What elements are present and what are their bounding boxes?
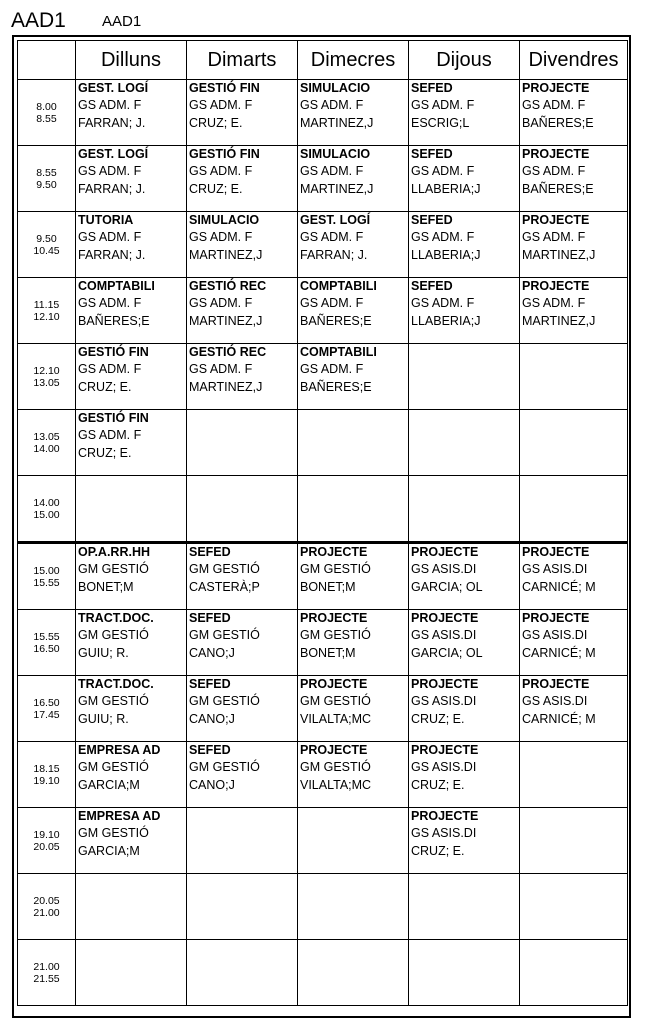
class-subject: OP.A.RR.HH [78, 545, 151, 559]
class-group: GM GESTIÓ [78, 826, 149, 840]
time-slot-row [18, 610, 628, 676]
slot-start-time: 12.10 [33, 364, 60, 377]
class-cell [520, 940, 628, 1006]
class-subject: PROJECTE [300, 545, 368, 559]
class-subject: PROJECTE [411, 611, 479, 625]
class-cell [409, 676, 520, 742]
class-cell [76, 874, 187, 940]
time-cell [18, 610, 76, 676]
class-teacher: CASTERÀ;P [189, 580, 260, 594]
class-cell [298, 874, 409, 940]
time-slot-row [18, 543, 628, 610]
class-teacher: GUIU; R. [78, 646, 129, 660]
class-group: GS ADM. F [189, 362, 253, 376]
class-cell [520, 344, 628, 410]
class-cell [187, 940, 298, 1006]
class-cell [298, 146, 409, 212]
class-cell [298, 80, 409, 146]
slot-start-time: 15.00 [33, 564, 60, 577]
class-teacher: CANO;J [189, 778, 235, 792]
class-teacher: CRUZ; E. [189, 182, 243, 196]
time-slot-row [18, 410, 628, 476]
class-cell [187, 212, 298, 278]
time-cell [18, 676, 76, 742]
slot-end-time: 10.45 [33, 244, 60, 257]
class-subject: PROJECTE [522, 611, 590, 625]
class-group: GS ASIS.DI [522, 628, 588, 642]
time-cell [18, 940, 76, 1006]
class-cell [76, 212, 187, 278]
class-cell [520, 212, 628, 278]
page-subtitle: AAD1 [102, 13, 142, 30]
class-cell [409, 808, 520, 874]
slot-end-time: 19.10 [33, 774, 60, 787]
header-row [18, 41, 628, 80]
slot-start-time: 20.05 [33, 894, 60, 907]
slot-end-time: 8.55 [36, 112, 57, 125]
class-subject: GESTIÓ FIN [78, 411, 149, 425]
class-cell [409, 278, 520, 344]
class-group: GS ADM. F [78, 428, 142, 442]
class-group: GS ADM. F [300, 230, 364, 244]
class-group: GM GESTIÓ [189, 694, 260, 708]
class-teacher: FARRAN; J. [78, 182, 146, 196]
class-group: GS ADM. F [300, 296, 364, 310]
time-slot-row [18, 742, 628, 808]
class-subject: PROJECTE [411, 545, 479, 559]
class-cell [298, 278, 409, 344]
class-subject: SEFED [411, 213, 453, 227]
class-subject: COMPTABILI [300, 279, 377, 293]
time-slot-row [18, 874, 628, 940]
class-cell [409, 543, 520, 610]
class-group: GS ADM. F [78, 164, 142, 178]
time-slot-row [18, 476, 628, 543]
class-teacher: LLABERIA;J [411, 314, 481, 328]
class-teacher: VILALTA;MC [300, 712, 372, 726]
timetable [17, 40, 628, 1006]
class-subject: PROJECTE [522, 213, 590, 227]
class-cell [409, 476, 520, 543]
class-group: GM GESTIÓ [78, 628, 149, 642]
class-teacher: CRUZ; E. [411, 712, 465, 726]
class-subject: TRACT.DOC. [78, 611, 154, 625]
class-cell [409, 80, 520, 146]
class-group: GM GESTIÓ [300, 694, 371, 708]
class-group: GM GESTIÓ [189, 562, 260, 576]
time-cell [18, 410, 76, 476]
time-cell [18, 344, 76, 410]
class-cell [409, 874, 520, 940]
class-teacher: BONET;M [300, 646, 356, 660]
class-cell [76, 676, 187, 742]
slot-start-time: 13.05 [33, 430, 60, 443]
time-slot-row [18, 940, 628, 1006]
class-subject: TRACT.DOC. [78, 677, 154, 691]
class-teacher: CRUZ; E. [411, 844, 465, 858]
class-subject: SEFED [189, 545, 231, 559]
class-teacher: CARNICÉ; M [522, 580, 596, 594]
class-subject: GESTIÓ FIN [189, 147, 260, 161]
class-subject: SIMULACIO [300, 81, 371, 95]
class-teacher: BAÑERES;E [78, 314, 150, 328]
slot-end-time: 21.00 [33, 906, 60, 919]
class-subject: GESTIÓ FIN [189, 81, 260, 95]
class-group: GM GESTIÓ [78, 562, 149, 576]
class-teacher: ESCRIG;L [411, 116, 470, 130]
class-subject: TUTORIA [78, 213, 134, 227]
slot-start-time: 8.55 [36, 166, 57, 179]
class-teacher: GARCIA;M [78, 844, 140, 858]
class-cell [76, 808, 187, 874]
class-cell [520, 278, 628, 344]
class-cell [76, 278, 187, 344]
class-subject: PROJECTE [411, 677, 479, 691]
time-cell [18, 808, 76, 874]
class-teacher: BONET;M [78, 580, 134, 594]
class-subject: GESTIÓ FIN [78, 345, 149, 359]
class-group: GS ASIS.DI [411, 826, 477, 840]
time-cell [18, 543, 76, 610]
class-subject: PROJECTE [522, 545, 590, 559]
class-teacher: VILALTA;MC [300, 778, 372, 792]
class-cell [76, 940, 187, 1006]
class-cell [187, 476, 298, 543]
class-group: GS ASIS.DI [522, 694, 588, 708]
class-cell [298, 410, 409, 476]
class-subject: SIMULACIO [189, 213, 260, 227]
time-cell [18, 80, 76, 146]
time-slot-row [18, 80, 628, 146]
class-subject: SEFED [411, 81, 453, 95]
class-cell [187, 410, 298, 476]
class-group: GS ADM. F [78, 362, 142, 376]
class-cell [409, 610, 520, 676]
class-cell [76, 476, 187, 543]
class-subject: PROJECTE [522, 279, 590, 293]
class-teacher: MARTINEZ,J [189, 380, 263, 394]
class-group: GS ADM. F [411, 164, 475, 178]
class-teacher: CARNICÉ; M [522, 712, 596, 726]
class-cell [520, 808, 628, 874]
day-header: Dijous [409, 41, 520, 80]
class-group: GS ADM. F [522, 164, 586, 178]
class-teacher: GARCIA; OL [411, 646, 483, 660]
class-cell [187, 610, 298, 676]
class-group: GS ADM. F [78, 230, 142, 244]
class-teacher: CANO;J [189, 712, 235, 726]
class-cell [76, 742, 187, 808]
time-cell [18, 146, 76, 212]
slot-start-time: 14.00 [33, 496, 60, 509]
time-cell [18, 874, 76, 940]
class-subject: SEFED [411, 147, 453, 161]
class-teacher: BAÑERES;E [300, 380, 372, 394]
class-subject: SEFED [411, 279, 453, 293]
class-subject: PROJECTE [522, 81, 590, 95]
slot-start-time: 9.50 [36, 232, 57, 245]
class-teacher: CRUZ; E. [78, 380, 132, 394]
class-group: GS ADM. F [411, 296, 475, 310]
class-cell [520, 476, 628, 543]
time-cell [18, 278, 76, 344]
class-cell [520, 543, 628, 610]
class-teacher: BAÑERES;E [522, 182, 594, 196]
class-group: GS ADM. F [522, 296, 586, 310]
time-cell [18, 742, 76, 808]
class-group: GS ADM. F [78, 98, 142, 112]
class-teacher: GARCIA;M [78, 778, 140, 792]
slot-start-time: 19.10 [33, 828, 60, 841]
class-subject: GEST. LOGÍ [300, 213, 371, 227]
class-teacher: MARTINEZ,J [189, 248, 263, 262]
class-cell [187, 808, 298, 874]
class-subject: COMPTABILI [78, 279, 155, 293]
class-group: GS ASIS.DI [411, 760, 477, 774]
class-teacher: CRUZ; E. [411, 778, 465, 792]
class-cell [298, 610, 409, 676]
class-group: GM GESTIÓ [189, 628, 260, 642]
class-group: GS ADM. F [522, 98, 586, 112]
class-subject: SEFED [189, 743, 231, 757]
class-cell [76, 146, 187, 212]
class-group: GS ASIS.DI [411, 694, 477, 708]
class-group: GS ADM. F [189, 98, 253, 112]
class-teacher: BONET;M [300, 580, 356, 594]
class-group: GS ASIS.DI [411, 628, 477, 642]
class-cell [298, 742, 409, 808]
class-cell [298, 212, 409, 278]
class-cell [520, 410, 628, 476]
class-cell [76, 80, 187, 146]
class-cell [409, 146, 520, 212]
time-slot-row [18, 808, 628, 874]
class-subject: PROJECTE [522, 147, 590, 161]
class-cell [520, 874, 628, 940]
slot-end-time: 21.55 [33, 972, 60, 985]
class-teacher: MARTINEZ,J [189, 314, 263, 328]
slot-end-time: 20.05 [33, 840, 60, 853]
time-slot-row [18, 146, 628, 212]
day-header: Divendres [520, 41, 628, 80]
class-subject: EMPRESA AD [78, 809, 161, 823]
class-cell [409, 742, 520, 808]
class-group: GS ASIS.DI [411, 562, 477, 576]
class-group: GM GESTIÓ [300, 628, 371, 642]
class-subject: GESTIÓ REC [189, 279, 267, 293]
class-subject: GEST. LOGÍ [78, 147, 149, 161]
class-group: GM GESTIÓ [78, 760, 149, 774]
class-subject: PROJECTE [300, 611, 368, 625]
class-cell [187, 874, 298, 940]
class-cell [298, 543, 409, 610]
class-teacher: CANO;J [189, 646, 235, 660]
class-subject: PROJECTE [522, 677, 590, 691]
time-slot-row [18, 278, 628, 344]
class-cell [187, 80, 298, 146]
day-header: Dimarts [187, 41, 298, 80]
slot-start-time: 15.55 [33, 630, 60, 643]
class-subject: COMPTABILI [300, 345, 377, 359]
slot-start-time: 8.00 [36, 100, 57, 113]
class-teacher: MARTINEZ,J [300, 182, 374, 196]
time-cell [18, 476, 76, 543]
class-subject: GEST. LOGÍ [78, 81, 149, 95]
class-teacher: LLABERIA;J [411, 182, 481, 196]
class-subject: SEFED [189, 677, 231, 691]
slot-end-time: 14.00 [33, 442, 60, 455]
class-group: GS ADM. F [522, 230, 586, 244]
class-cell [298, 940, 409, 1006]
slot-end-time: 15.00 [33, 508, 60, 521]
class-group: GS ADM. F [300, 98, 364, 112]
class-cell [409, 212, 520, 278]
class-cell [520, 676, 628, 742]
class-teacher: BAÑERES;E [522, 116, 594, 130]
class-group: GS ADM. F [411, 98, 475, 112]
corner-cell [18, 41, 76, 80]
class-cell [409, 410, 520, 476]
class-cell [76, 344, 187, 410]
class-cell [520, 80, 628, 146]
slot-end-time: 15.55 [33, 576, 60, 589]
slot-start-time: 16.50 [33, 696, 60, 709]
class-cell [187, 543, 298, 610]
day-header: Dimecres [298, 41, 409, 80]
class-subject: EMPRESA AD [78, 743, 161, 757]
class-teacher: MARTINEZ,J [522, 314, 596, 328]
class-cell [76, 543, 187, 610]
class-cell [298, 808, 409, 874]
class-group: GS ASIS.DI [522, 562, 588, 576]
class-cell [76, 410, 187, 476]
class-cell [187, 278, 298, 344]
class-teacher: BAÑERES;E [300, 314, 372, 328]
class-cell [187, 344, 298, 410]
class-group: GS ADM. F [300, 164, 364, 178]
class-group: GS ADM. F [189, 230, 253, 244]
class-subject: GESTIÓ REC [189, 345, 267, 359]
class-cell [298, 344, 409, 410]
slot-end-time: 9.50 [36, 178, 57, 191]
slot-start-time: 11.15 [33, 298, 60, 311]
class-group: GM GESTIÓ [189, 760, 260, 774]
class-subject: SEFED [189, 611, 231, 625]
class-teacher: CARNICÉ; M [522, 646, 596, 660]
class-cell [520, 610, 628, 676]
class-teacher: CRUZ; E. [189, 116, 243, 130]
class-teacher: FARRAN; J. [78, 248, 146, 262]
class-group: GS ADM. F [189, 296, 253, 310]
class-cell [298, 676, 409, 742]
time-slot-row [18, 344, 628, 410]
class-cell [520, 742, 628, 808]
class-cell [76, 610, 187, 676]
slot-end-time: 13.05 [33, 376, 60, 389]
time-slot-row [18, 212, 628, 278]
class-teacher: CRUZ; E. [78, 446, 132, 460]
class-teacher: MARTINEZ,J [300, 116, 374, 130]
class-group: GM GESTIÓ [300, 760, 371, 774]
class-cell [298, 476, 409, 543]
page-title: AAD1 [11, 9, 66, 32]
class-cell [187, 676, 298, 742]
class-teacher: FARRAN; J. [78, 116, 146, 130]
class-teacher: GUIU; R. [78, 712, 129, 726]
class-group: GS ADM. F [189, 164, 253, 178]
slot-end-time: 17.45 [33, 708, 60, 721]
slot-end-time: 12.10 [33, 310, 60, 323]
class-subject: PROJECTE [300, 677, 368, 691]
slot-start-time: 21.00 [33, 960, 60, 973]
class-subject: PROJECTE [411, 809, 479, 823]
class-cell [520, 146, 628, 212]
class-group: GS ADM. F [411, 230, 475, 244]
class-teacher: FARRAN; J. [300, 248, 368, 262]
day-header: Dilluns [76, 41, 187, 80]
time-cell [18, 212, 76, 278]
class-teacher: MARTINEZ,J [522, 248, 596, 262]
class-cell [409, 344, 520, 410]
slot-end-time: 16.50 [33, 642, 60, 655]
time-slot-row [18, 676, 628, 742]
class-group: GM GESTIÓ [300, 562, 371, 576]
class-cell [187, 742, 298, 808]
class-group: GS ADM. F [78, 296, 142, 310]
class-group: GM GESTIÓ [78, 694, 149, 708]
class-subject: PROJECTE [411, 743, 479, 757]
class-teacher: GARCIA; OL [411, 580, 483, 594]
class-cell [187, 146, 298, 212]
class-cell [409, 940, 520, 1006]
class-teacher: LLABERIA;J [411, 248, 481, 262]
class-subject: PROJECTE [300, 743, 368, 757]
class-subject: SIMULACIO [300, 147, 371, 161]
slot-start-time: 18.15 [33, 762, 60, 775]
class-group: GS ADM. F [300, 362, 364, 376]
